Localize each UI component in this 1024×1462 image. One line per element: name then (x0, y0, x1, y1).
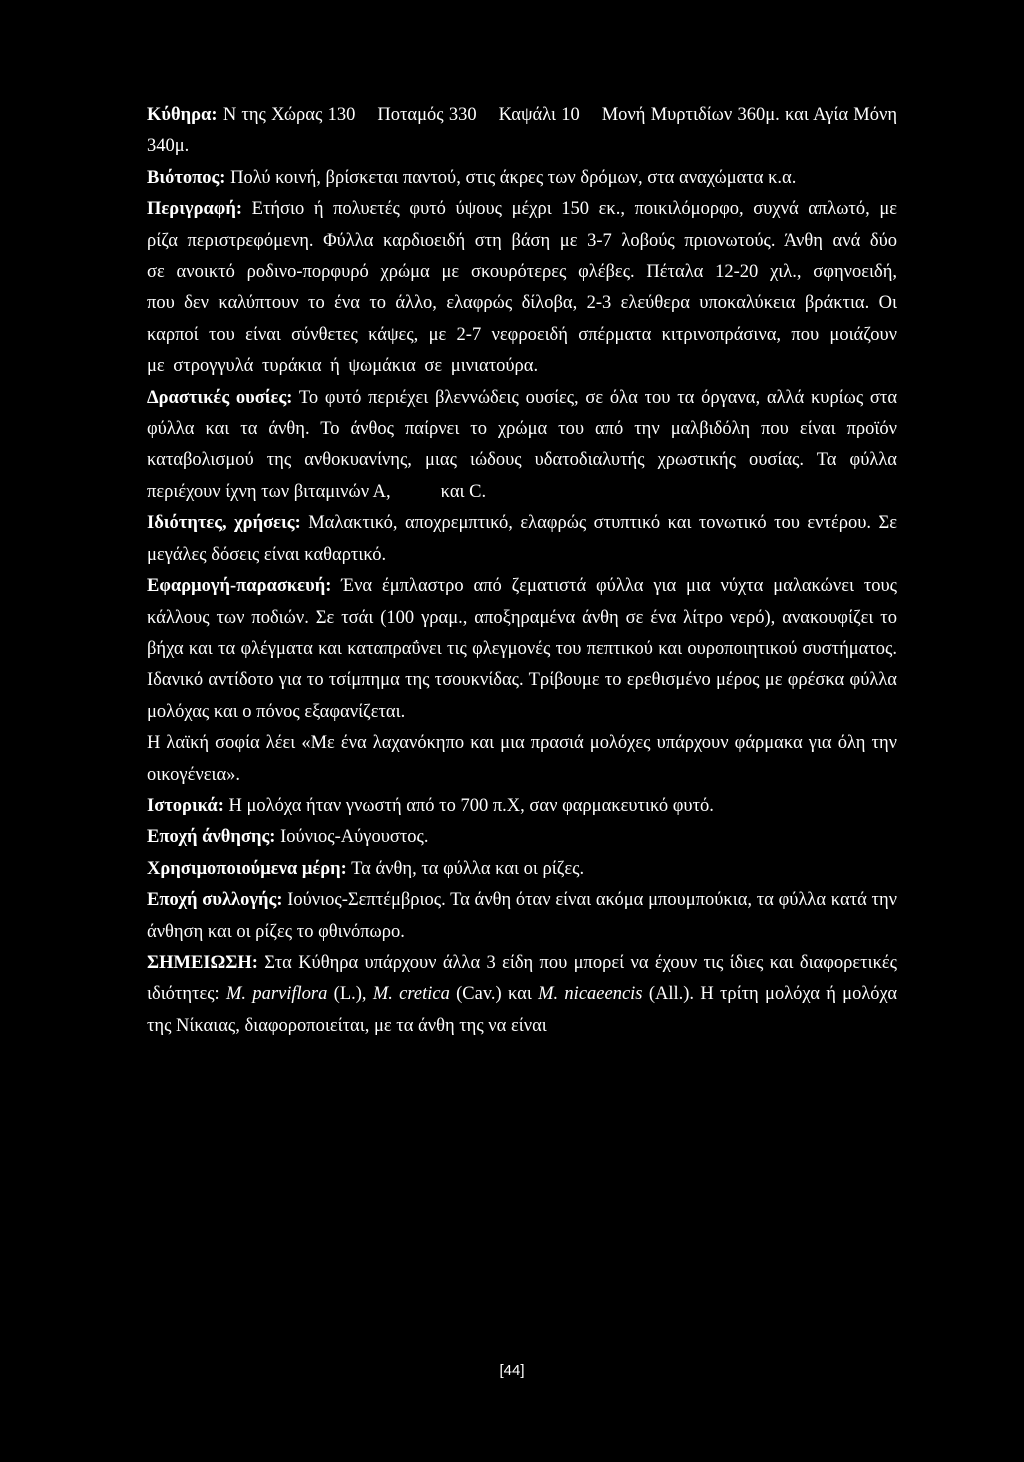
viotopos-text: Πολύ κοινή, βρίσκεται παντού, στις άκρες των δρόμων, στα αναχώματα κ.α. (230, 167, 797, 188)
meri-label: Χρησιμοποιούμενα μέρη: (147, 858, 347, 879)
author-parviflora: (L.), (333, 984, 367, 1005)
document-body (147, 100, 897, 1042)
species-nicaeencis: M. nicaeencis (538, 984, 643, 1005)
istorika-label: Ιστορικά: (147, 795, 224, 816)
istorika-text: Η μολόχα ήταν γνωστή από το 700 π.Χ, σαν φαρμακευτικό φυτό. (228, 795, 714, 816)
viotopos-label: Βιότοπος: (147, 167, 226, 188)
viotopos-paragraph (147, 163, 897, 194)
author-nicaeencis: (All.). (648, 984, 695, 1005)
epoxi-syllogis-paragraph (147, 885, 897, 948)
drastikes-paragraph (147, 383, 897, 509)
author-cretica: (Cav.) και (456, 984, 532, 1005)
epoxi-syllogis-label: Εποχή συλλογής: (147, 890, 283, 911)
kythira-location-2: Ποταμός 330 (377, 105, 477, 125)
drastikes-label: Δραστικές ουσίες: (147, 387, 293, 408)
laiki-sofia-paragraph (147, 728, 897, 791)
epoxi-anthisis-text: Ιούνιος-Αύγουστος. (280, 827, 429, 848)
species-cretica: M. cretica (372, 984, 450, 1005)
simeiosi-text: Στα Κύθηρα υπάρχουν άλλα 3 είδη που μπορεί να έχουν τις ίδιες και διαφορετικές ιδιότητες: (147, 952, 898, 1005)
idiotites-paragraph (147, 508, 897, 571)
laiki-sofia-text: Η λαϊκή σοφία λέει «Με ένα λαχανόκηπο και μια πρασιά μολόχες υπάρχουν φάρμακα για όλη την οικογένεια». (147, 733, 897, 785)
meri-paragraph (147, 854, 897, 885)
kythira-location-3: Καψάλι 10 (498, 105, 580, 125)
simeiosi-paragraph (147, 948, 897, 1042)
perigrafi-paragraph (147, 194, 897, 382)
idiotites-text: Μαλακτικό, αποχρεμπτικό, ελαφρώς στυπτικό και τονωτικό του εντέρου. Σε μεγάλες δόσεις είναι καθαρτικό. (147, 513, 897, 565)
perigrafi-text: Ετήσιο ή πολυετές φυτό ύψους μέχρι 150 εκ., ποικιλόμορφο, συχνά απλωτό, με ρίζα περιστρεφόμενη. Φύλλα καρδιοειδή στη βάση με 3-7 λοβούς πριονωτούς. Άνθη ανά δύο σε ανοικτό ροδινο-πορφυρό χρώμα με σκουρότερες φλέβες. Πέταλα 12-20 χιλ., σφηνοειδή, που δεν καλύπτουν το ένα το άλλο, ελαφρώς δίλοβα, 2-3 ελεύθερα υποκαλύκεια βράκτια. Οι καρποί του είναι σύνθετες κάψες, με 2-7 νεφροειδή σπέρματα κιτρινοπράσινα, που μοιάζουν με στρογγυλά τυράκια ή ψωμάκια σε μινιατούρα. (147, 199, 898, 377)
efarmogi-text: Ένα έμπλαστρο από ζεματιστά φύλλα για μια νύχτα μαλακώνει τους κάλλους των ποδιών. Σε τσάι (100 γραμ., αποξηραμένα άνθη σε ένα λίτρο νερό), ανακουφίζει το βήχα και τα φλέγματα και καταπραΰνει τις φλεγμονές του πεπτικού και ουροποιητικού συστήματος. Ιδανικό αντίδοτο για το τσίμπημα της τσουκνίδας. Τρίβουμε το ερεθισμένο μέρος με φρέσκα φύλλα μολόχας και ο πόνος εξαφανίζεται. (147, 576, 898, 722)
kythira-rest: και Αγία Μόνη 340μ. (147, 105, 898, 157)
epoxi-anthisis-paragraph (147, 822, 897, 853)
kythira-paragraph (147, 100, 897, 163)
efarmogi-label: Εφαρμογή-παρασκευή: (147, 576, 332, 597)
idiotites-label: Ιδιότητες, χρήσεις: (147, 513, 301, 534)
simeiosi-label: ΣΗΜΕΙΩΣΗ: (147, 952, 258, 973)
kythira-location-4: Μονή Μυρτιδίων 360μ. (601, 105, 780, 125)
istorika-paragraph (147, 791, 897, 822)
kythira-label: Κύθηρα: (147, 105, 218, 125)
epoxi-anthisis-label: Εποχή άνθησης: (147, 827, 276, 848)
drastikes-text: Το φυτό περιέχει βλεννώδεις ουσίες, σε όλα του τα όργανα, αλλά κυρίως στα φύλλα και τα άνθη. Το άνθος παίρνει το χρώμα του από την μαλβιδόλη που είναι προϊόν καταβολισμού της ανθοκυανίνης, μιας ιώδους υδατοδιαλυτής χρωστικής ουσίας. Τα φύλλα περιέχουν ίχνη των βιταμινών Α, (147, 387, 898, 502)
kythira-location-1: Ν της Χώρας 130 (222, 105, 356, 125)
species-parviflora: M. parviflora (226, 984, 328, 1005)
epoxi-syllogis-text: Ιούνιος-Σεπτέμβριος. Τα άνθη όταν είναι ακόμα μπουμπούκια, τα φύλλα κατά την άνθηση και οι ρίζες το φθινόπωρο. (147, 890, 897, 942)
meri-text: Τα άνθη, τα φύλλα και οι ρίζες. (351, 858, 585, 879)
page-number: [44] (499, 1362, 525, 1379)
drastikes-text-end: και C. (440, 481, 487, 502)
simeiosi-text-continued: Η τρίτη μολόχα ή μολόχα της Νίκαιας, διαφοροποιείται, με τα άνθη της να είναι (147, 984, 898, 1036)
perigrafi-label: Περιγραφή: (147, 199, 243, 220)
efarmogi-paragraph (147, 571, 897, 728)
